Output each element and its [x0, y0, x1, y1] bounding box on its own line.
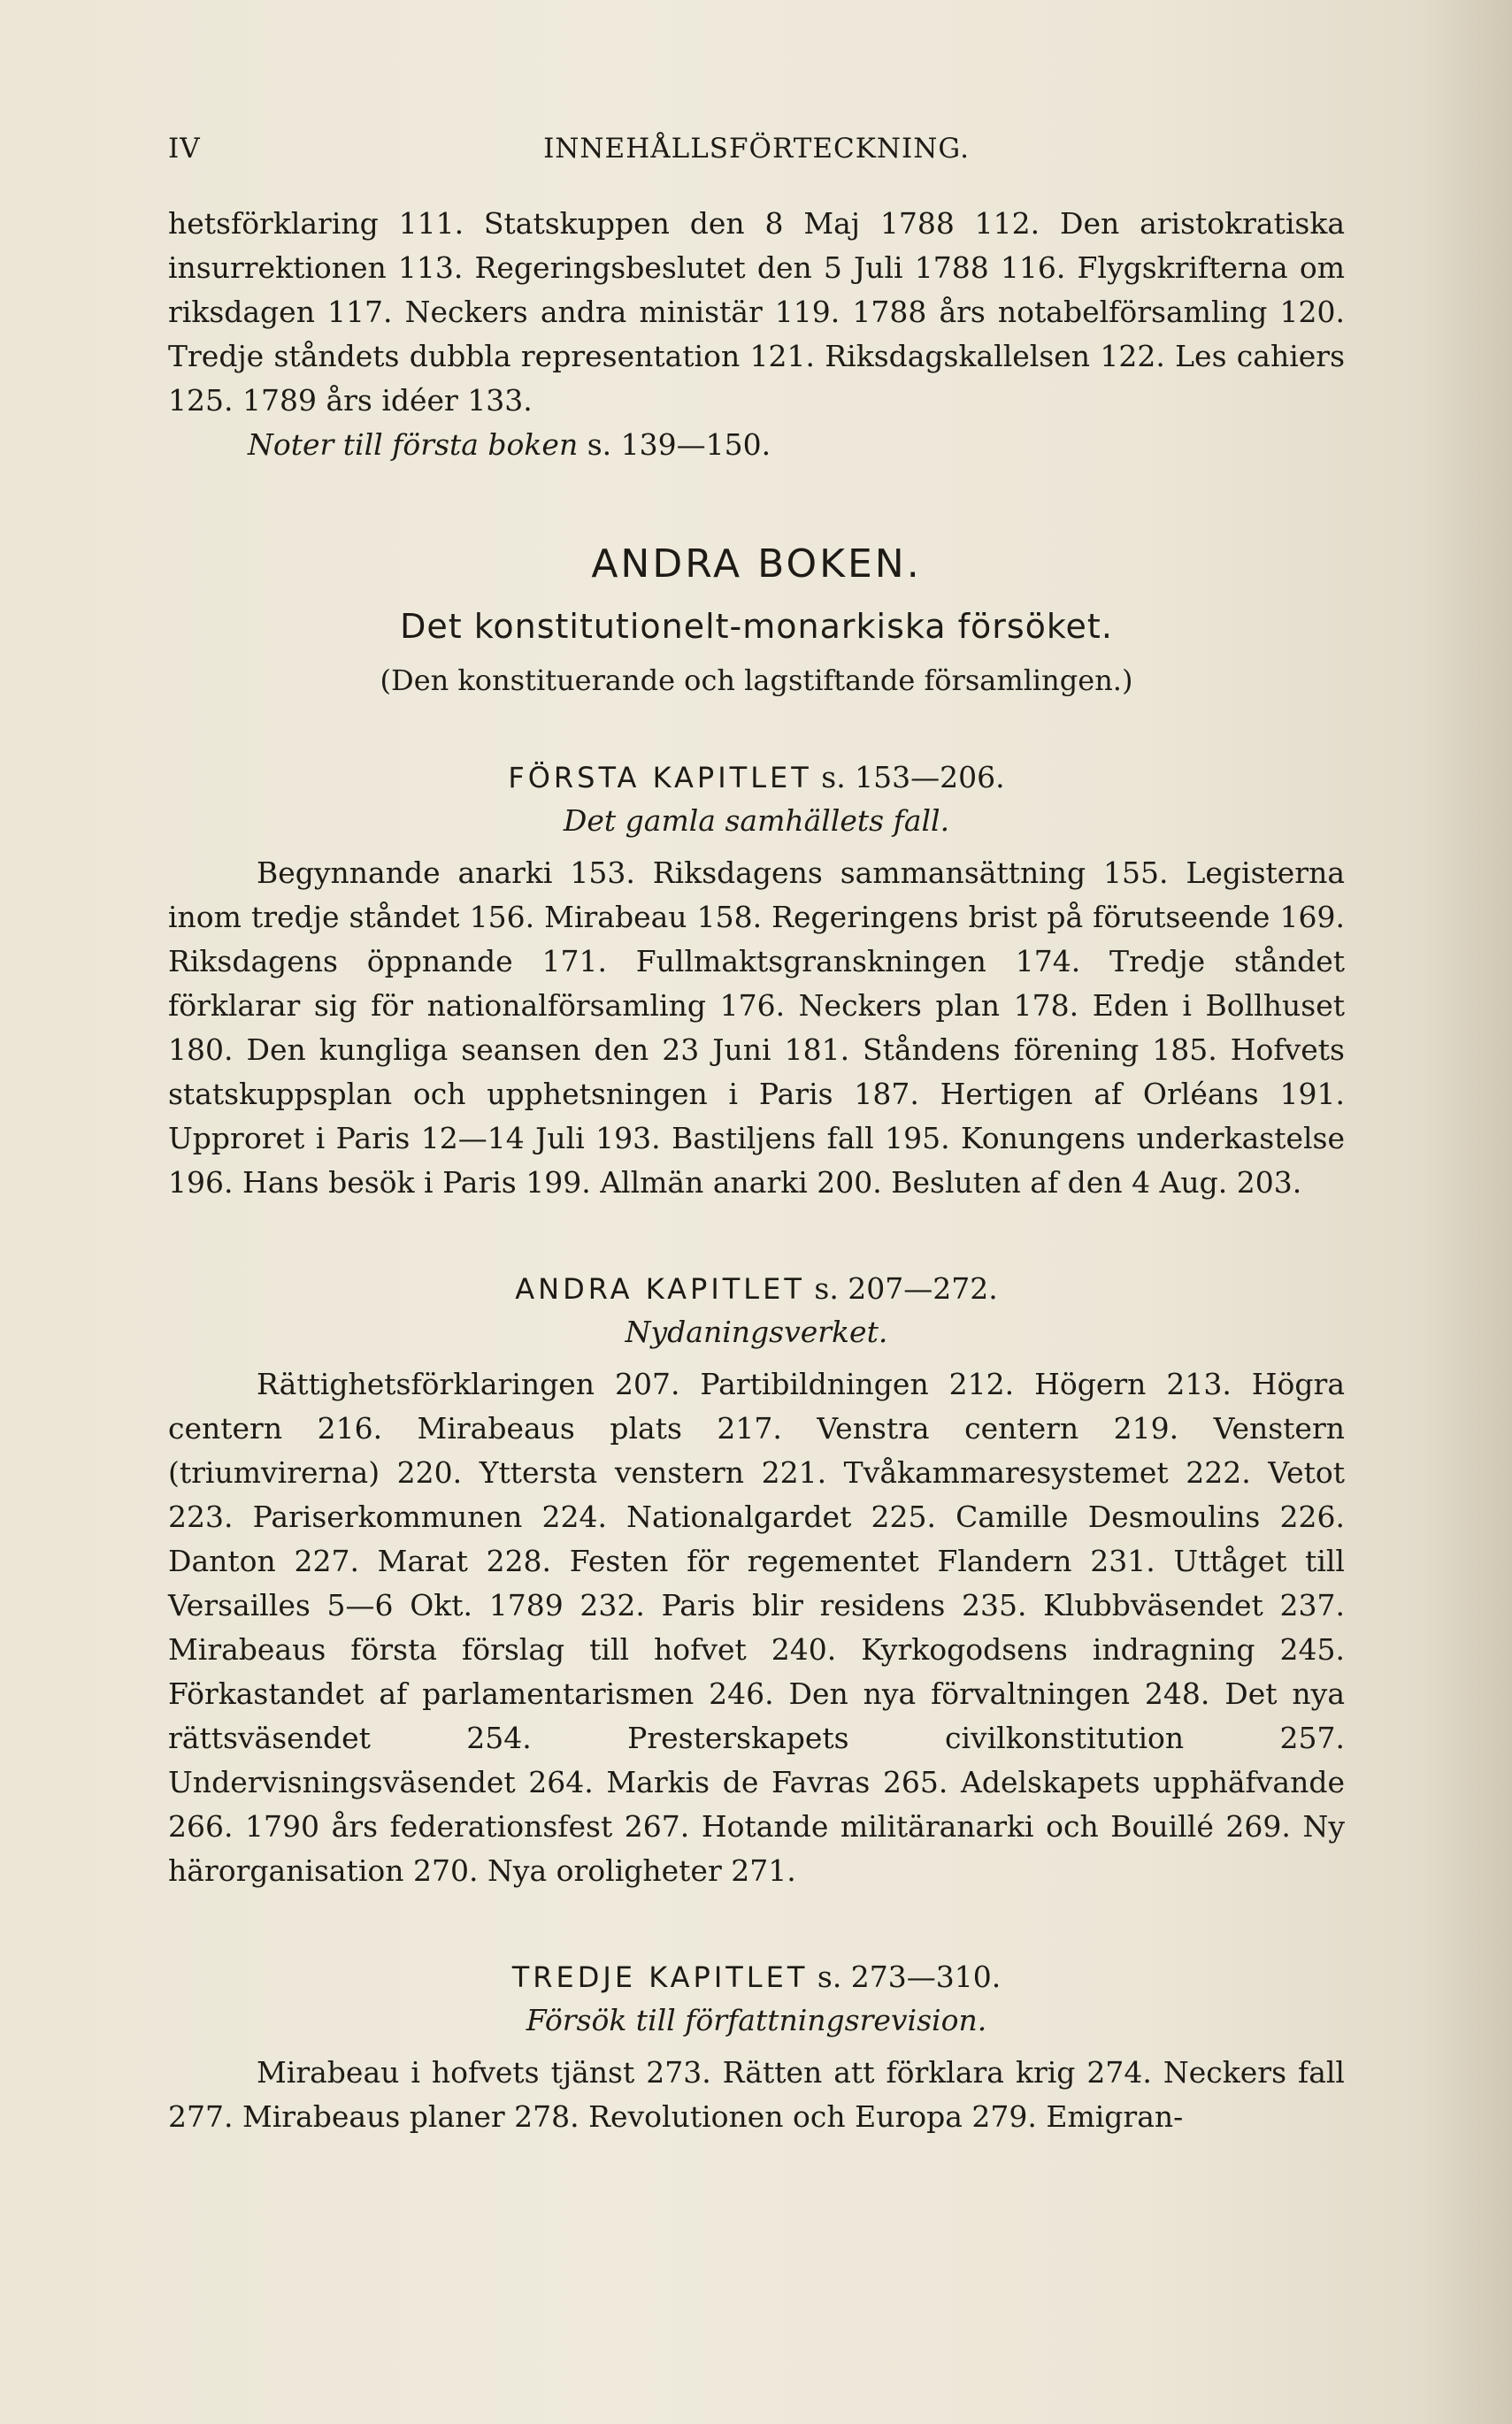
book-title: ANDRA BOKEN.: [591, 541, 922, 587]
book-note: (Den konstituerande och lagstiftande församlingen.): [380, 664, 1133, 697]
chapter-second: [168, 1267, 1345, 1893]
chapter-name: FÖRSTA KAPITLET: [508, 761, 812, 794]
chapter-name: TREDJE KAPITLET: [511, 1960, 809, 1994]
chapter-pages: s. 153—206.: [811, 760, 1005, 794]
chapter-third: [168, 1955, 1345, 2139]
chapter-heading: [168, 1955, 1345, 1999]
page-number: IV: [168, 133, 201, 165]
notes-pages: s. 139—150.: [578, 427, 771, 462]
intro-paragraph: hetsförklaring 111. Statskuppen den 8 Maj 1788 112. Den aristokratiska insurrektionen 113. Regeringsbeslutet den 5 Juli 1788 116. Flygskrifterna om riksdagen 117. Neckers andra ministär 119. 1788 års notabelförsamling 120. Tredje ståndets dubbla representation 121. Riksdagskallelsen 122. Les cahiers 125. 1789 års idéer 133.: [168, 206, 1345, 418]
chapter-subtitle: Försök till författningsrevision.: [526, 2003, 987, 2037]
chapter-name: ANDRA KAPITLET: [515, 1272, 805, 1306]
page-content: [168, 133, 1345, 2139]
chapter-first: [168, 756, 1345, 1205]
chapter-text: Rättighetsförklaringen 207. Partibildningen 212. Högern 213. Högra centern 216. Mirabeaus plats 217. Venstra centern 219. Venstern (triumvirerna) 220. Yttersta venstern 221. Tvåkammaresystemet 222. Vetot 223. Pariserkommunen 224. Nationalgardet 225. Camille Desmoulins 226. Danton 227. Marat 228. Festen för regementet Flandern 231. Uttåget till Versailles 5—6 Okt. 1789 232. Paris blir residens 235. Klubbväsendet 237. Mirabeaus första förslag till hofvet 240. Kyrkogodsens indragning 245. Förkastandet af parlamentarismen 246. Den nya förvaltningen 248. Det nya rättsväsendet 254. Presterskapets civilkonstitution 257. Undervisningsväsendet 264. Markis de Favras 265. Adelskapets upphäfvande 266. 1790 års federationsfest 267. Hotande militäranarki och Bouillé 269. Ny härorganisation 270. Nya oroligheter 271.: [168, 1367, 1345, 1888]
chapter-pages: s. 273—310.: [808, 1960, 1002, 1994]
notes-label: Noter till första boken: [248, 427, 579, 462]
chapter-subtitle: Det gamla samhällets fall.: [563, 803, 950, 838]
chapter-pages: s. 207—272.: [804, 1271, 998, 1306]
running-head: [168, 133, 1345, 186]
book-subtitle: Det konstitutionelt-monarkiska försöket.: [400, 607, 1113, 646]
chapter-text: Mirabeau i hofvets tjänst 273. Rätten att förklara krig 274. Neckers fall 277. Mirabeaus planer 278. Revolutionen och Europa 279. Emigran-: [168, 2055, 1345, 2134]
chapter-text: Begynnande anarki 153. Riksdagens sammansättning 155. Legisterna inom tredje ståndet 156. Mirabeau 158. Regeringens brist på förutseende 169. Riksdagens öppnande 171. Fullmaktsgranskningen 174. Tredje ståndet förklarar sig för nationalförsamling 176. Neckers plan 178. Eden i Bollhuset 180. Den kungliga seansen den 23 Juni 181. Ståndens förening 185. Hofvets statskuppsplan och upphetsningen i Paris 187. Hertigen af Orléans 191. Upproret i Paris 12—14 Juli 193. Bastiljens fall 195. Konungens underkastelse 196. Hans besök i Paris 199. Allmän anarki 200. Besluten af den 4 Aug. 203.: [168, 855, 1345, 1200]
chapter-heading: [168, 756, 1345, 800]
running-head-title: INNEHÅLLSFÖRTECKNING.: [543, 133, 970, 165]
notes-line: [168, 423, 1345, 467]
chapter-subtitle: Nydaningsverket.: [625, 1315, 888, 1349]
chapter-heading: [168, 1267, 1345, 1311]
